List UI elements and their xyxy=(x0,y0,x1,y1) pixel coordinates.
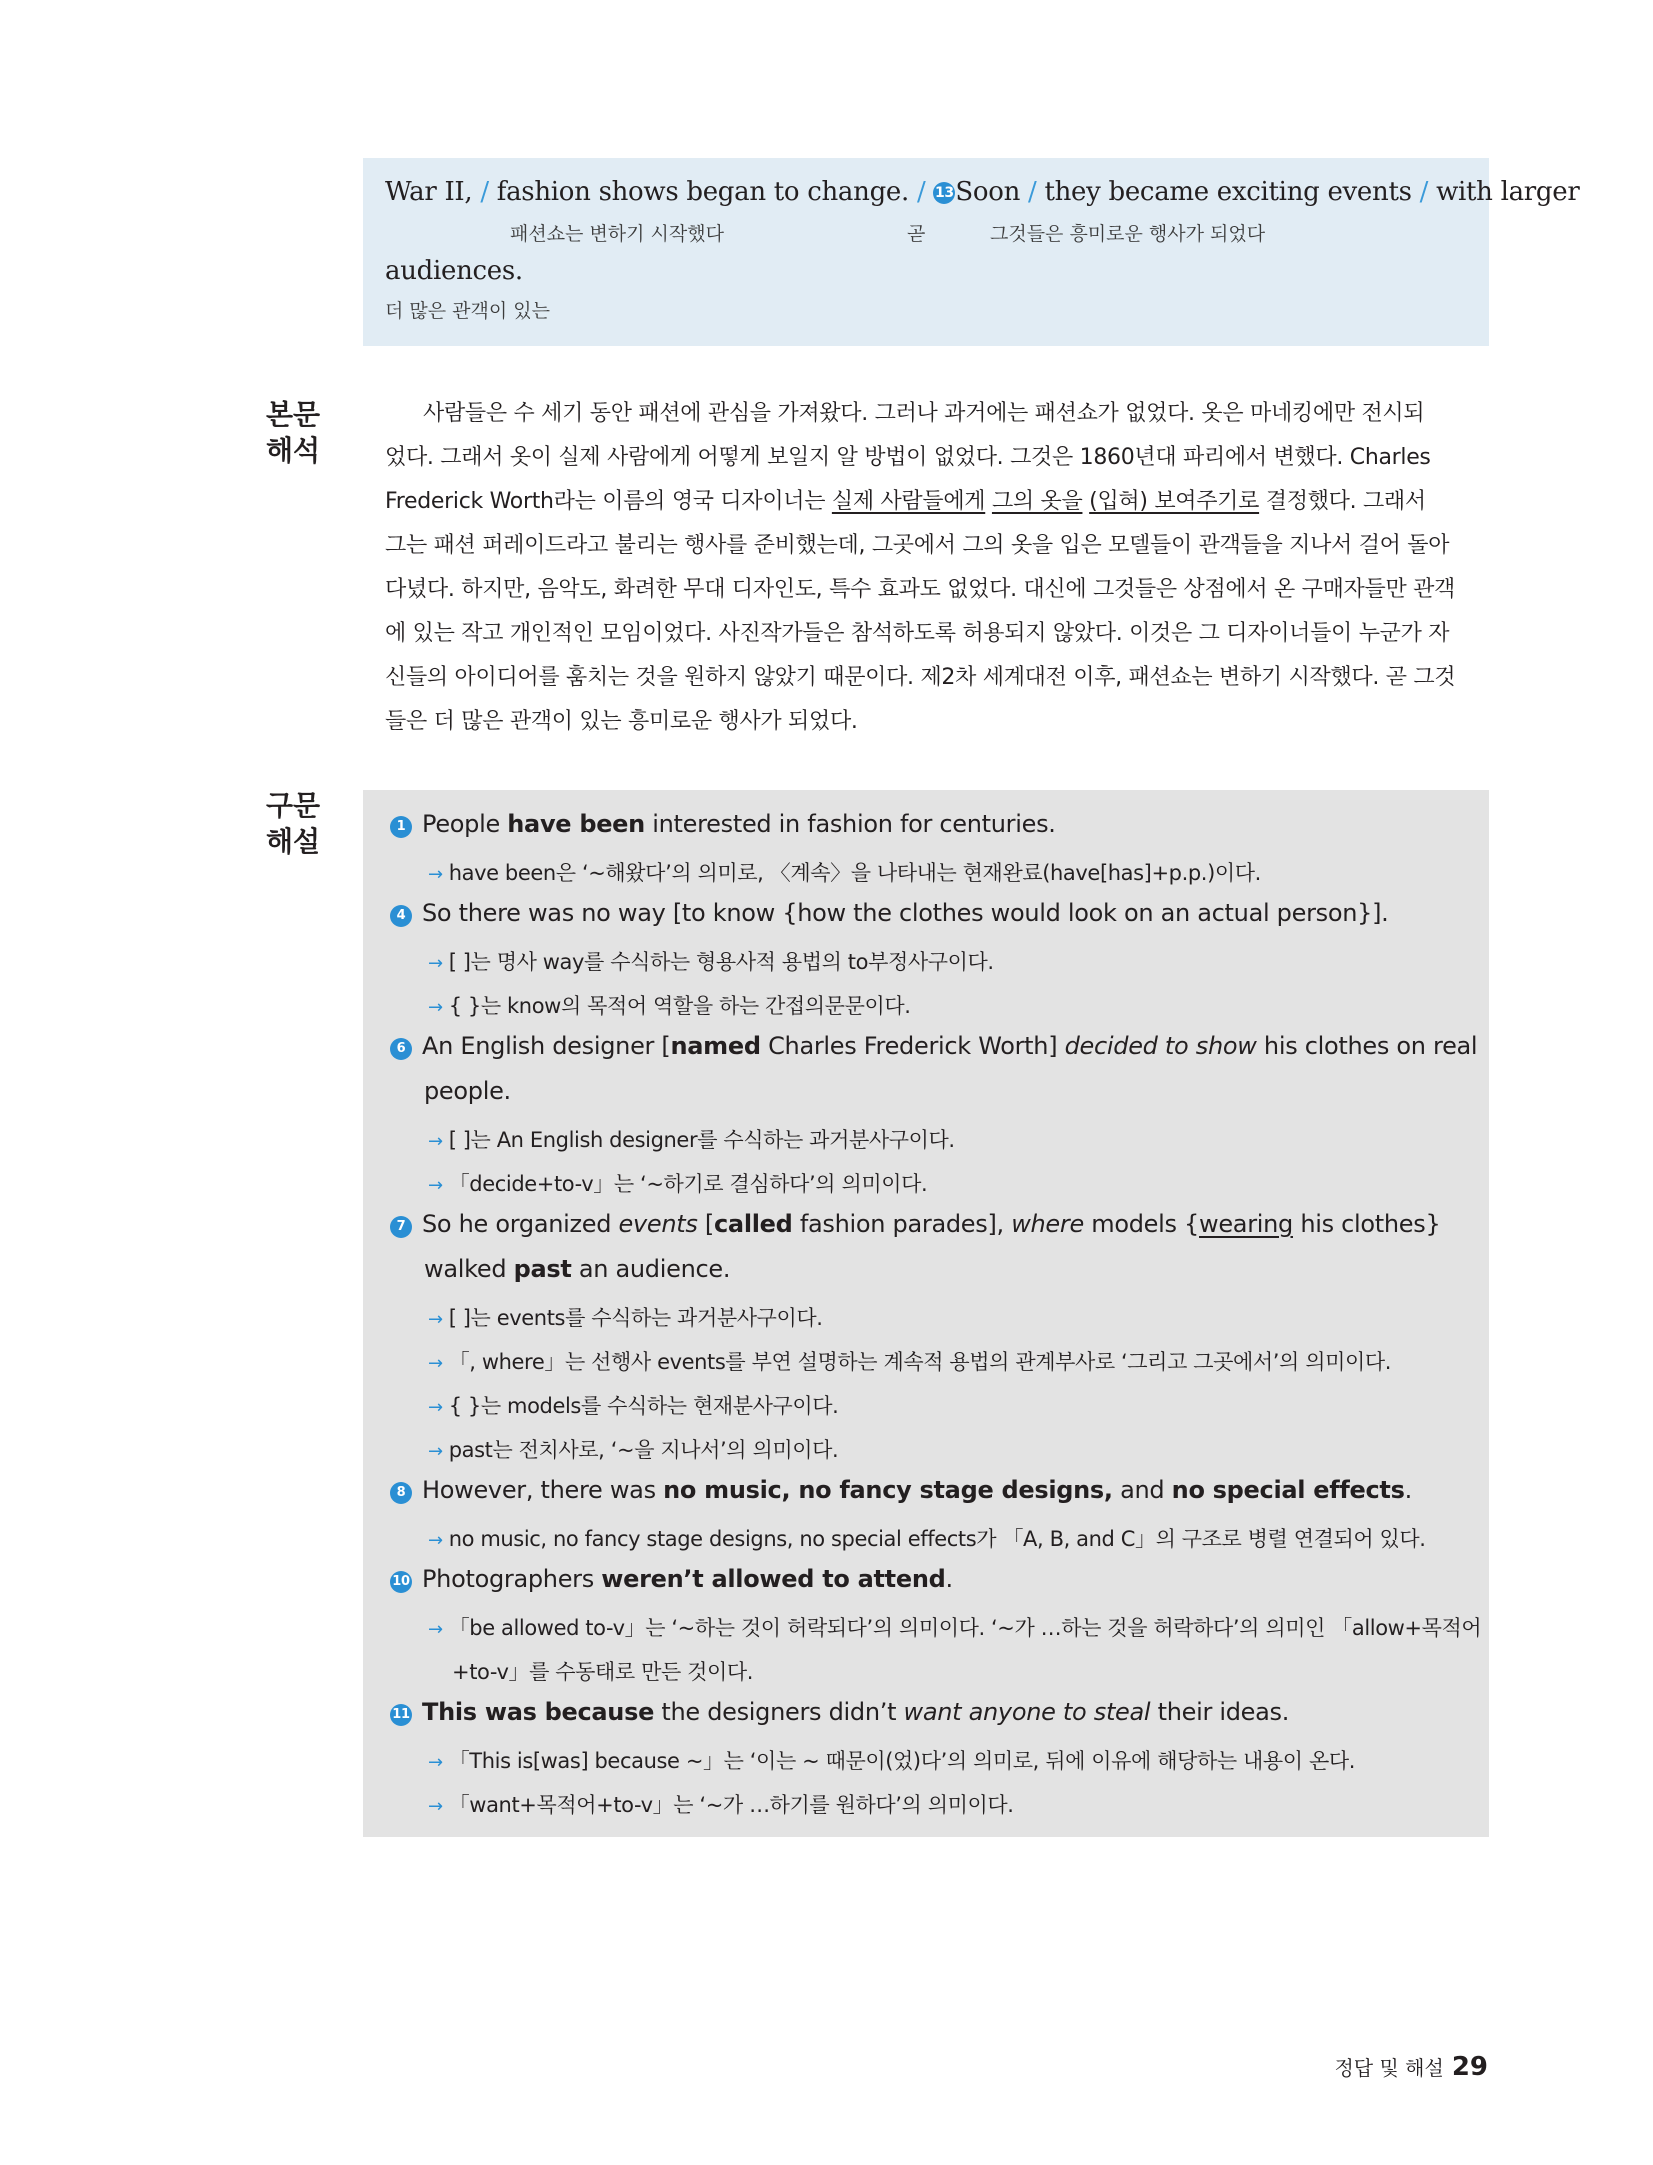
text: models { xyxy=(1083,1210,1199,1238)
paragraph-line: 신들의 아이디어를 훔치는 것을 원하지 않았기 때문이다. 제2차 세계대전 이후, 패션쇼는 변하기 시작했다. 곧 그것 xyxy=(385,665,1456,690)
bold-text: This was because xyxy=(422,1698,655,1726)
underlined-text: 그의 옷을 xyxy=(991,489,1083,514)
text: 」는 선행사 xyxy=(544,1350,658,1374)
paragraph-line: 에 있는 작고 개인적인 모임이었다. 사진작가들은 참석하도록 허용되지 않았다. 이것은 그 디자이너들이 누군가 자 xyxy=(385,621,1450,646)
chunk: War II, xyxy=(385,177,473,207)
paragraph-line: 사람들은 수 세기 동안 패션에 관심을 가져왔다. 그러나 과거에는 패션쇼가 없었다. 옷은 마네킹에만 전시되 xyxy=(423,401,1425,426)
underlined-text: wearing xyxy=(1199,1210,1293,1238)
analysis-note xyxy=(428,1168,927,1198)
page-footer xyxy=(1334,2052,1488,2082)
text: +to-v xyxy=(452,1660,509,1684)
sentence-number-badge: 6 xyxy=(390,1038,412,1060)
analysis-sentence-11 xyxy=(390,1698,1289,1726)
sentence-number-badge: 10 xyxy=(390,1571,412,1593)
bold-text: no music, no fancy stage designs, xyxy=(663,1476,1113,1504)
text xyxy=(985,489,992,514)
slash: / xyxy=(1419,177,1429,207)
text: no music, no fancy stage designs, no special effects xyxy=(448,1527,977,1551)
heading-line: 해설 xyxy=(266,825,321,858)
analysis-note xyxy=(428,1124,955,1154)
analysis-sentence-6-cont: people. xyxy=(424,1077,511,1105)
slash: / xyxy=(916,177,926,207)
sentence-number-badge: 11 xyxy=(390,1704,412,1726)
chunk: Soon xyxy=(955,177,1021,207)
sentence-line-2: audiences. xyxy=(385,256,523,286)
footer-label: 정답 및 해설 xyxy=(1334,2056,1444,2080)
analysis-sentence-6 xyxy=(390,1032,1477,1060)
heading-line: 구문 xyxy=(266,789,321,822)
text: This is[was] because ~ xyxy=(469,1749,704,1773)
bold-text: weren’t allowed to attend xyxy=(601,1565,946,1593)
analysis-sentence-1 xyxy=(390,810,1056,838)
text: 「 xyxy=(448,1350,470,1374)
text: So there was no way [to know {how the clothes would look on an actual person}]. xyxy=(422,899,1389,927)
text: events xyxy=(496,1306,566,1330)
gloss: 더 많은 관객이 있는 xyxy=(385,300,550,322)
text: People xyxy=(422,810,508,838)
text: . xyxy=(945,1565,953,1593)
text: an audience. xyxy=(571,1255,731,1283)
text: Frederick Worth라는 이름의 영국 디자이너는 xyxy=(385,489,832,514)
sentence-number-badge: 8 xyxy=(390,1482,412,1504)
arrow-icon: → xyxy=(428,1441,443,1462)
text: . xyxy=(1404,1476,1412,1504)
analysis-sentence-7-cont xyxy=(424,1255,730,1283)
arrow-icon: → xyxy=(428,1619,443,1640)
paragraph-line: 었다. 그래서 옷이 실제 사람에게 어떻게 보일지 알 방법이 없었다. 그것은 1860년대 파리에서 변했다. Charles xyxy=(385,445,1431,470)
arrow-icon: → xyxy=(428,1397,443,1418)
text: 은 ‘~해왔다’의 의미로, 〈계속〉을 나타내는 현재완료( xyxy=(555,861,1051,885)
text: 를 수식하는 과거분사구이다. xyxy=(565,1306,823,1330)
text: [ ]는 xyxy=(448,1306,497,1330)
text: 부정사구이다. xyxy=(868,950,994,974)
text: 를 수식하는 형용사적 용법의 xyxy=(584,950,848,974)
text: have[has]+p.p. xyxy=(1050,861,1208,885)
text: 」는 ‘~하기로 결심하다’의 의미이다. xyxy=(593,1172,928,1196)
section-heading-analysis xyxy=(266,788,320,860)
sentence-number-13: 13 xyxy=(933,182,955,204)
text: { }는 xyxy=(448,994,508,1018)
text: 」는 ‘~하는 것이 허락되다’의 의미이다. ‘~가 …하는 것을 허락하다’의 의미인 「 xyxy=(624,1616,1352,1640)
text: be allowed to-v xyxy=(469,1616,625,1640)
text: However, there was xyxy=(422,1476,664,1504)
text: [ ]는 명사 xyxy=(448,950,543,974)
heading-line: 해석 xyxy=(266,434,321,467)
text: { }는 xyxy=(448,1394,508,1418)
page-number: 29 xyxy=(1451,2052,1488,2082)
text: know xyxy=(507,994,561,1018)
text: Charles Frederick Worth] xyxy=(760,1032,1065,1060)
text: 는 전치사로, ‘~을 지나서’의 의미이다. xyxy=(492,1438,839,1462)
gloss: 그것들은 흥미로운 행사가 되었다 xyxy=(990,223,1266,245)
text: 」는 ‘~가 …하기를 원하다’의 의미이다. xyxy=(652,1793,1014,1817)
arrow-icon: → xyxy=(428,1353,443,1374)
arrow-icon: → xyxy=(428,1175,443,1196)
text: 「 xyxy=(448,1616,470,1640)
text: his clothes on real xyxy=(1256,1032,1478,1060)
underlined-text: 실제 사람들에게 xyxy=(831,489,986,514)
analysis-note xyxy=(428,1612,1481,1642)
arrow-icon: → xyxy=(428,1530,443,1551)
underlined-text: (입혀) 보여주기로 xyxy=(1089,489,1260,514)
paragraph-line: 다녔다. 하지만, 음악도, 화려한 무대 디자인도, 특수 효과도 없었다. 대신에 그것들은 상점에서 온 구매자들만 관객 xyxy=(385,577,1456,602)
text: have been xyxy=(448,861,556,885)
section-heading-translation xyxy=(266,397,320,469)
text: fashion parades], xyxy=(792,1210,1012,1238)
arrow-icon: → xyxy=(428,997,443,1018)
text: way xyxy=(542,950,585,974)
bold-text: named xyxy=(670,1032,761,1060)
text: 를 수식하는 현재분사구이다. xyxy=(580,1394,839,1418)
text: 의 목적어 역할을 하는 간접의문문이다. xyxy=(560,994,911,1018)
chunk: they became exciting events xyxy=(1044,177,1412,207)
translation-paragraph xyxy=(385,392,1470,752)
arrow-icon: → xyxy=(428,1309,443,1330)
analysis-note xyxy=(428,1745,1355,1775)
italic-text: events xyxy=(618,1210,698,1238)
text: decide+to-v xyxy=(469,1172,594,1196)
bold-text: past xyxy=(513,1255,572,1283)
text: 목적어 xyxy=(1421,1616,1482,1640)
text: [ xyxy=(697,1210,714,1238)
text: +to-v xyxy=(596,1793,653,1817)
analysis-note xyxy=(428,990,911,1020)
text: walked xyxy=(424,1255,514,1283)
slash: / xyxy=(480,177,489,207)
sentence-line-1 xyxy=(385,177,1580,207)
text: A, B, and C xyxy=(1023,1527,1135,1551)
bold-text: have been xyxy=(507,810,645,838)
text: allow+ xyxy=(1351,1616,1422,1640)
text: 가 「 xyxy=(976,1527,1024,1551)
text: So he organized xyxy=(422,1210,619,1238)
analysis-note xyxy=(428,1434,838,1464)
sentence-number-badge: 1 xyxy=(390,816,412,838)
text: 」는 ‘이는 ~ 때문이(었)다’의 의미로, 뒤에 이유에 해당하는 내용이 온다. xyxy=(703,1749,1356,1773)
paragraph-line xyxy=(385,480,1426,524)
text: An English designer xyxy=(496,1128,698,1152)
text: want+ xyxy=(469,1793,537,1817)
text: events xyxy=(657,1350,726,1374)
text: 를 부연 설명하는 계속적 용법의 관계부사로 ‘그리고 그곳에서’의 의미이다. xyxy=(725,1350,1392,1374)
text: [ ]는 xyxy=(448,1128,497,1152)
text: 목적어 xyxy=(536,1793,597,1817)
analysis-sentence-7 xyxy=(390,1210,1440,1238)
sentence-number-badge: 7 xyxy=(390,1216,412,1238)
analysis-sentence-4 xyxy=(390,899,1389,927)
text: and xyxy=(1112,1476,1172,1504)
bold-text: no special effects xyxy=(1171,1476,1405,1504)
text: to xyxy=(847,950,869,974)
arrow-icon: → xyxy=(428,953,443,974)
italic-text: want anyone to steal xyxy=(903,1698,1151,1726)
analysis-note-cont xyxy=(452,1656,753,1686)
text: their ideas. xyxy=(1150,1698,1290,1726)
paragraph-line: 그는 패션 퍼레이드라고 불리는 행사를 준비했는데, 그곳에서 그의 옷을 입은 모델들이 관객들을 지나서 걸어 돌아 xyxy=(385,533,1450,558)
text: 「 xyxy=(448,1793,470,1817)
analysis-note xyxy=(428,1346,1391,1376)
chunk: with larger xyxy=(1436,177,1580,207)
analysis-note xyxy=(428,1789,1014,1819)
italic-text: decided to show xyxy=(1064,1032,1257,1060)
text: models xyxy=(507,1394,581,1418)
analysis-note xyxy=(428,1390,838,1420)
text: his clothes} xyxy=(1292,1210,1441,1238)
text: Photographers xyxy=(422,1565,602,1593)
analysis-note xyxy=(428,857,1261,887)
italic-text: where xyxy=(1011,1210,1084,1238)
analysis-note xyxy=(428,1523,1426,1553)
gloss: 패션쇼는 변하기 시작했다 xyxy=(510,223,724,245)
analysis-note xyxy=(428,1302,823,1332)
text: 」를 수동태로 만든 것이다. xyxy=(508,1660,754,1684)
arrow-icon: → xyxy=(428,1131,443,1152)
gloss: 곧 xyxy=(907,223,926,245)
text: An English designer [ xyxy=(422,1032,671,1060)
text: 결정했다. 그래서 xyxy=(1259,489,1426,514)
paragraph-line: 들은 더 많은 관객이 있는 흥미로운 행사가 되었다. xyxy=(385,709,858,734)
arrow-icon: → xyxy=(428,1752,443,1773)
analysis-note xyxy=(428,946,994,976)
text: the designers didn’t xyxy=(654,1698,904,1726)
analysis-sentence-8 xyxy=(390,1476,1412,1504)
bold-text: called xyxy=(714,1210,793,1238)
arrow-icon: → xyxy=(428,1796,443,1817)
arrow-icon: → xyxy=(428,864,443,885)
text: 「 xyxy=(448,1172,470,1196)
text: )이다. xyxy=(1207,861,1261,885)
slash: / xyxy=(1028,177,1037,207)
text: 」의 구조로 병렬 연결되어 있다. xyxy=(1134,1527,1426,1551)
text: 를 수식하는 과거분사구이다. xyxy=(697,1128,955,1152)
sentence-number-badge: 4 xyxy=(390,905,412,927)
text: interested in fashion for centuries. xyxy=(644,810,1056,838)
heading-line: 본문 xyxy=(266,398,321,431)
text: past xyxy=(448,1438,493,1462)
analysis-sentence-10 xyxy=(390,1565,953,1593)
chunk: fashion shows began to change. xyxy=(496,177,909,207)
text: 「 xyxy=(448,1749,470,1773)
text: , where xyxy=(469,1350,545,1374)
